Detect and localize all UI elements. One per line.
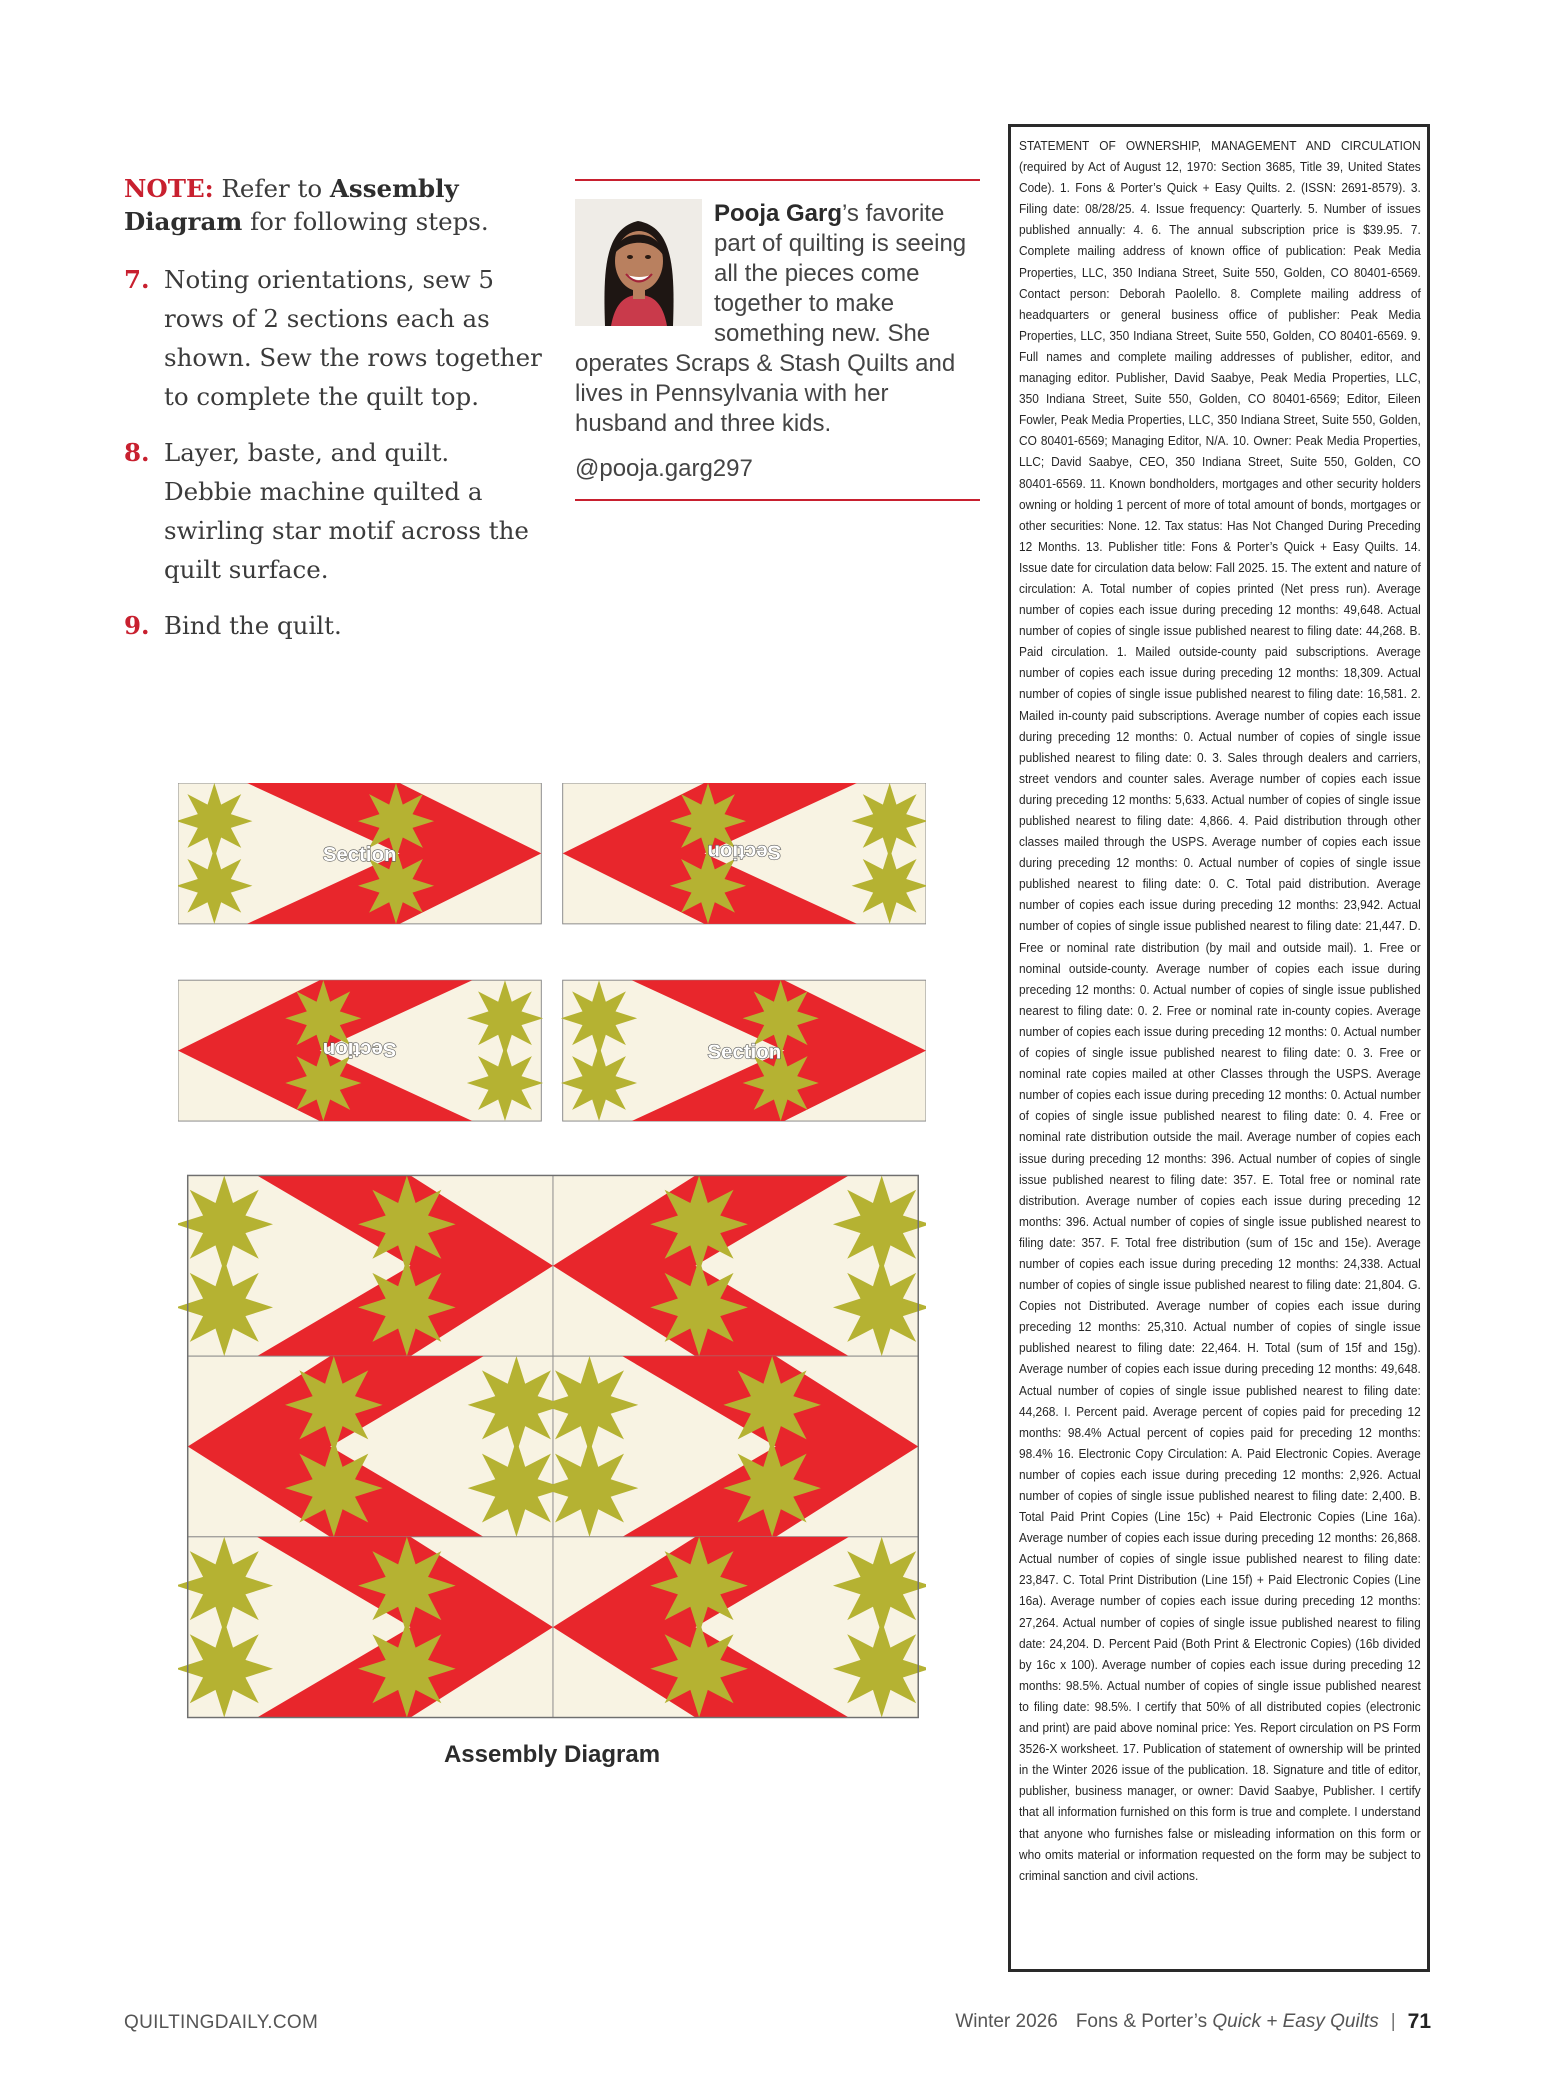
quilt-section — [178, 980, 543, 1121]
section-label: Section — [322, 844, 397, 867]
footer-magazine-pre: Fons & Porter’s — [1075, 2011, 1208, 2032]
footer-issue: Winter 2026 — [955, 2011, 1058, 2032]
quilt-section — [561, 980, 926, 1121]
designer-bio — [575, 179, 980, 501]
quilt-section — [178, 1537, 553, 1718]
statement-text: STATEMENT OF OWNERSHIP, MANAGEMENT AND CIRCULATION (required by Act of August 12, 1970: Section 3685, Title 39, United States Code). 1. Fons & Porter’s Quick + Easy Quilts. 2. (ISSN: 2691-8579). 3. Filing date: 08/28/25. 4. Issue frequency: Quarterly. 5. Number of issues published annually: 4. 6. The annual subscription price is $39.95. 7. Complete mailing address of known office of publication: Peak Media Properties, LLC, 350 Indiana Street, Suite 550, Golden, CO 80401-6569. Contact person: Deborah Paolello. 8. Complete mailing address of headquarters or general business office of publisher: Peak Media Properties, LLC, 350 Indiana Street, Suite 550, Golden, CO 80401-6569. 9. Full names and complete mailing addresses of publisher, editor, and managing editor. Publisher, David Saabye, Peak Media Properties, LLC, 350 Indiana Street, Suite 550, Golden, CO 80401-6569; Editor, Eileen Fowler, Peak Media Properties, LLC, 350 Indiana Street, Suite 550, Golden, CO 80401-6569; Managing Editor, N/A. 10. Owner: Peak Media Properties, LLC; David Saabye, CEO, 350 Indiana Street, Suite 550, Golden, CO 80401-6569. 11. Known bondholders, mortgages and other security holders owning or holding 1 percent of more of total amount of bonds, mortgages or other securities: None. 12. Tax status: Has Not Changed During Preceding 12 Months. 13. Publisher title: Fons & Porter’s Quick + Easy Quilts. 14. Issue date for circulation data below: Fall 2025. 15. The extent and nature of circulation: A. Total number of copies printed (Net press run). Average number of copies each issue during preceding 12 months: 49,648. Actual number of copies of single issue published nearest to filing date: 44,268. B. Paid circulation. 1. Mailed outside-county paid subscriptions. Average number of copies each issue during preceding 12 months: 18,309. Actual number of copies of single issue published nearest to filing date: 16,581. 2. Mailed in-county paid subscriptions. Average number of copies each issue during preceding 12 months: 0. Actual number of copies of single issue published nearest to filing date: 0. 3. Sales through dealers and carriers, street vendors and counter sales. Average number of copies each issue during preceding 12 months: 5,633. Actual number of copies of single issue published nearest to filing date: 4,866. 4. Paid distribution through other classes mailed through the USPS. Average number of copies each issue during preceding 12 months: 0. Actual number of copies of single issue published nearest to filing date: 0. C. Total paid distribution. Average number of copies each issue during preceding 12 months: 23,942. Actual number of copies of single issue published nearest to filing date: 21,447. D. Free or nominal rate distribution (by mail and outside mail). 1. Free or nominal outside-county. Average number of copies each issue during preceding 12 months: 0. Actual number of copies of single issue published nearest to filing date: 0. 2. Free or nominal rate in-county copies. Average number of copies each issue during preceding 12 months: 0. Actual number of copies of single issue published nearest to filing date: 0. 3. Free or nominal rate copies mailed at other Classes through the USPS. Average number of copies each issue during preceding 12 months: 0. Actual number of copies of single issue published nearest to filing date: 0. 4. Free or nominal rate distribution outside the mail. Average number of copies each issue during preceding 12 months: 396. Actual number of copies of single issue published nearest to filing date: 357. E. Total free or nominal rate distribution. Average number of copies each issue during preceding 12 months: 396. Actual number of copies of single issue published nearest to filing date: 357. F. Total free distribution (sum of 15c and 15e). Average number of copies each issue during preceding 12 months: 24,338. Actual number of copies of single issue published nearest to filing date: 21,804. G. Copies not Distributed. Average number of copies each issue during preceding 12 months: 25,310. Actual number of copies of single issue published nearest to filing date: 22,464. H. Total (sum of 15f and 15g). Average number of copies each issue during preceding 12 months: 49,648. Actual number of copies of single issue published nearest to filing date: 44,268. I. Percent paid. Average percent of copies paid for preceding 12 months: 98.4% Actual percent of copies paid for preceding 12 months: 98.4% 16. Electronic Copy Circulation: A. Paid Electronic Copies. Average number of copies each issue during preceding 12 months: 2,926. Actual number of copies of single issue published nearest to filing date: 2,400. B. Total Paid Print Copies (Line 15c) + Paid Electronic Copies (Line 16a). Average number of copies each issue during preceding 12 months: 26,868. Actual number of copies of single issue published nearest to filing date: 23,847. C. Total Print Distribution (Line 15f) + Paid Electronic Copies (Line 16a). Average number of copies each issue during preceding 12 months: 27,264. Actual number of copies of single issue published nearest to filing date: 24,204. D. Percent Paid (Both Print & Electronic Copies) (16b divided by 16c x 100). Average number of copies each issue during preceding 12 months: 98.5%. Actual number of copies of single issue published nearest to filing date: 98.5%. I certify that 50% of all distributed copies (electronic and print) are paid above nominal price: Yes. Report circulation on PS Form 3526-X worksheet. 17. Publication of statement of ownership will be printed in the Winter 2026 issue of the publication. 18. Signature and title of editor, publisher, business manager, or owner: David Saabye, Publisher. I certify that all information furnished on this form is true and complete. I understand that anyone who furnishes false or misleading information on this form or who omits material or information requested on the form may be subject to criminal sanction and civil actions. — [1019, 138, 1421, 1883]
section-label: Section — [707, 840, 782, 863]
star-motif — [358, 1175, 456, 1273]
quilt-section — [178, 783, 541, 924]
designer-name: Pooja Garg — [714, 200, 843, 227]
assembly-diagram — [178, 783, 926, 1735]
star-motif — [561, 1045, 637, 1121]
section-label: Section — [707, 1041, 782, 1064]
footer-website: QUILTINGDAILY.COM — [124, 2012, 319, 2033]
step-8 — [124, 433, 544, 589]
diagram-caption: Assembly Diagram — [443, 1741, 661, 1768]
footer-magazine-italic: Quick + Easy Quilts — [1212, 2011, 1379, 2032]
step-9 — [124, 606, 544, 645]
step-text: Layer, baste, and quilt. Debbie machine quilted a swirling star motif across the quilt surface. — [164, 438, 529, 584]
star-motif — [358, 1620, 456, 1718]
star-motif — [650, 1175, 748, 1273]
star-motif — [541, 1356, 639, 1454]
quilt-section — [553, 1175, 926, 1356]
star-motif — [723, 1439, 821, 1537]
star-motif — [650, 1620, 748, 1718]
quilt-section — [553, 1537, 926, 1718]
star-motif — [285, 1439, 383, 1537]
assembly-diagram-svg — [178, 783, 926, 1735]
step-text: Bind the quilt. — [164, 611, 342, 640]
star-motif — [541, 1439, 639, 1537]
footer-folio — [955, 2010, 1431, 2034]
step-number: 8. — [124, 438, 150, 467]
bio-body: ’s favorite part of quilting is seeing all the pieces come together to make something new. She operates Scraps & Stash Quilts and lives in Pennsylvania with her husband and three kids. — [575, 200, 967, 437]
star-motif — [650, 1259, 748, 1357]
step-number: 9. — [124, 611, 150, 640]
instructions-column — [124, 172, 544, 662]
step-7 — [124, 260, 544, 416]
note-label: NOTE: — [124, 174, 214, 203]
quilt-section — [563, 783, 926, 924]
designer-photo — [575, 199, 702, 326]
star-motif — [358, 1259, 456, 1357]
section-label: Section — [322, 1037, 397, 1060]
note-paragraph — [124, 172, 544, 238]
page-number: 71 — [1407, 2010, 1431, 2033]
star-motif — [467, 980, 543, 1056]
note-post: for following steps. — [250, 207, 489, 236]
star-motif — [723, 1356, 821, 1454]
footer-separator: | — [1390, 2011, 1396, 2032]
star-motif — [561, 980, 637, 1056]
star-motif — [467, 1045, 543, 1121]
step-number: 7. — [124, 265, 150, 294]
quilt-section — [188, 1356, 565, 1537]
social-handle: @pooja.garg297 — [575, 455, 753, 482]
quilt-section — [541, 1356, 918, 1537]
note-bold: Assembly Diagram — [124, 174, 459, 236]
star-motif — [358, 1537, 456, 1635]
star-motif — [285, 1356, 383, 1454]
footer-magazine — [1076, 2011, 1379, 2033]
star-motif — [650, 1537, 748, 1635]
statement-of-ownership-box — [1008, 124, 1430, 1972]
note-pre: Refer to — [221, 174, 323, 203]
quilt-section — [178, 1175, 553, 1356]
step-text: Noting orientations, sew 5 rows of 2 sections each as shown. Sew the rows together to complete the quilt top. — [164, 265, 542, 411]
